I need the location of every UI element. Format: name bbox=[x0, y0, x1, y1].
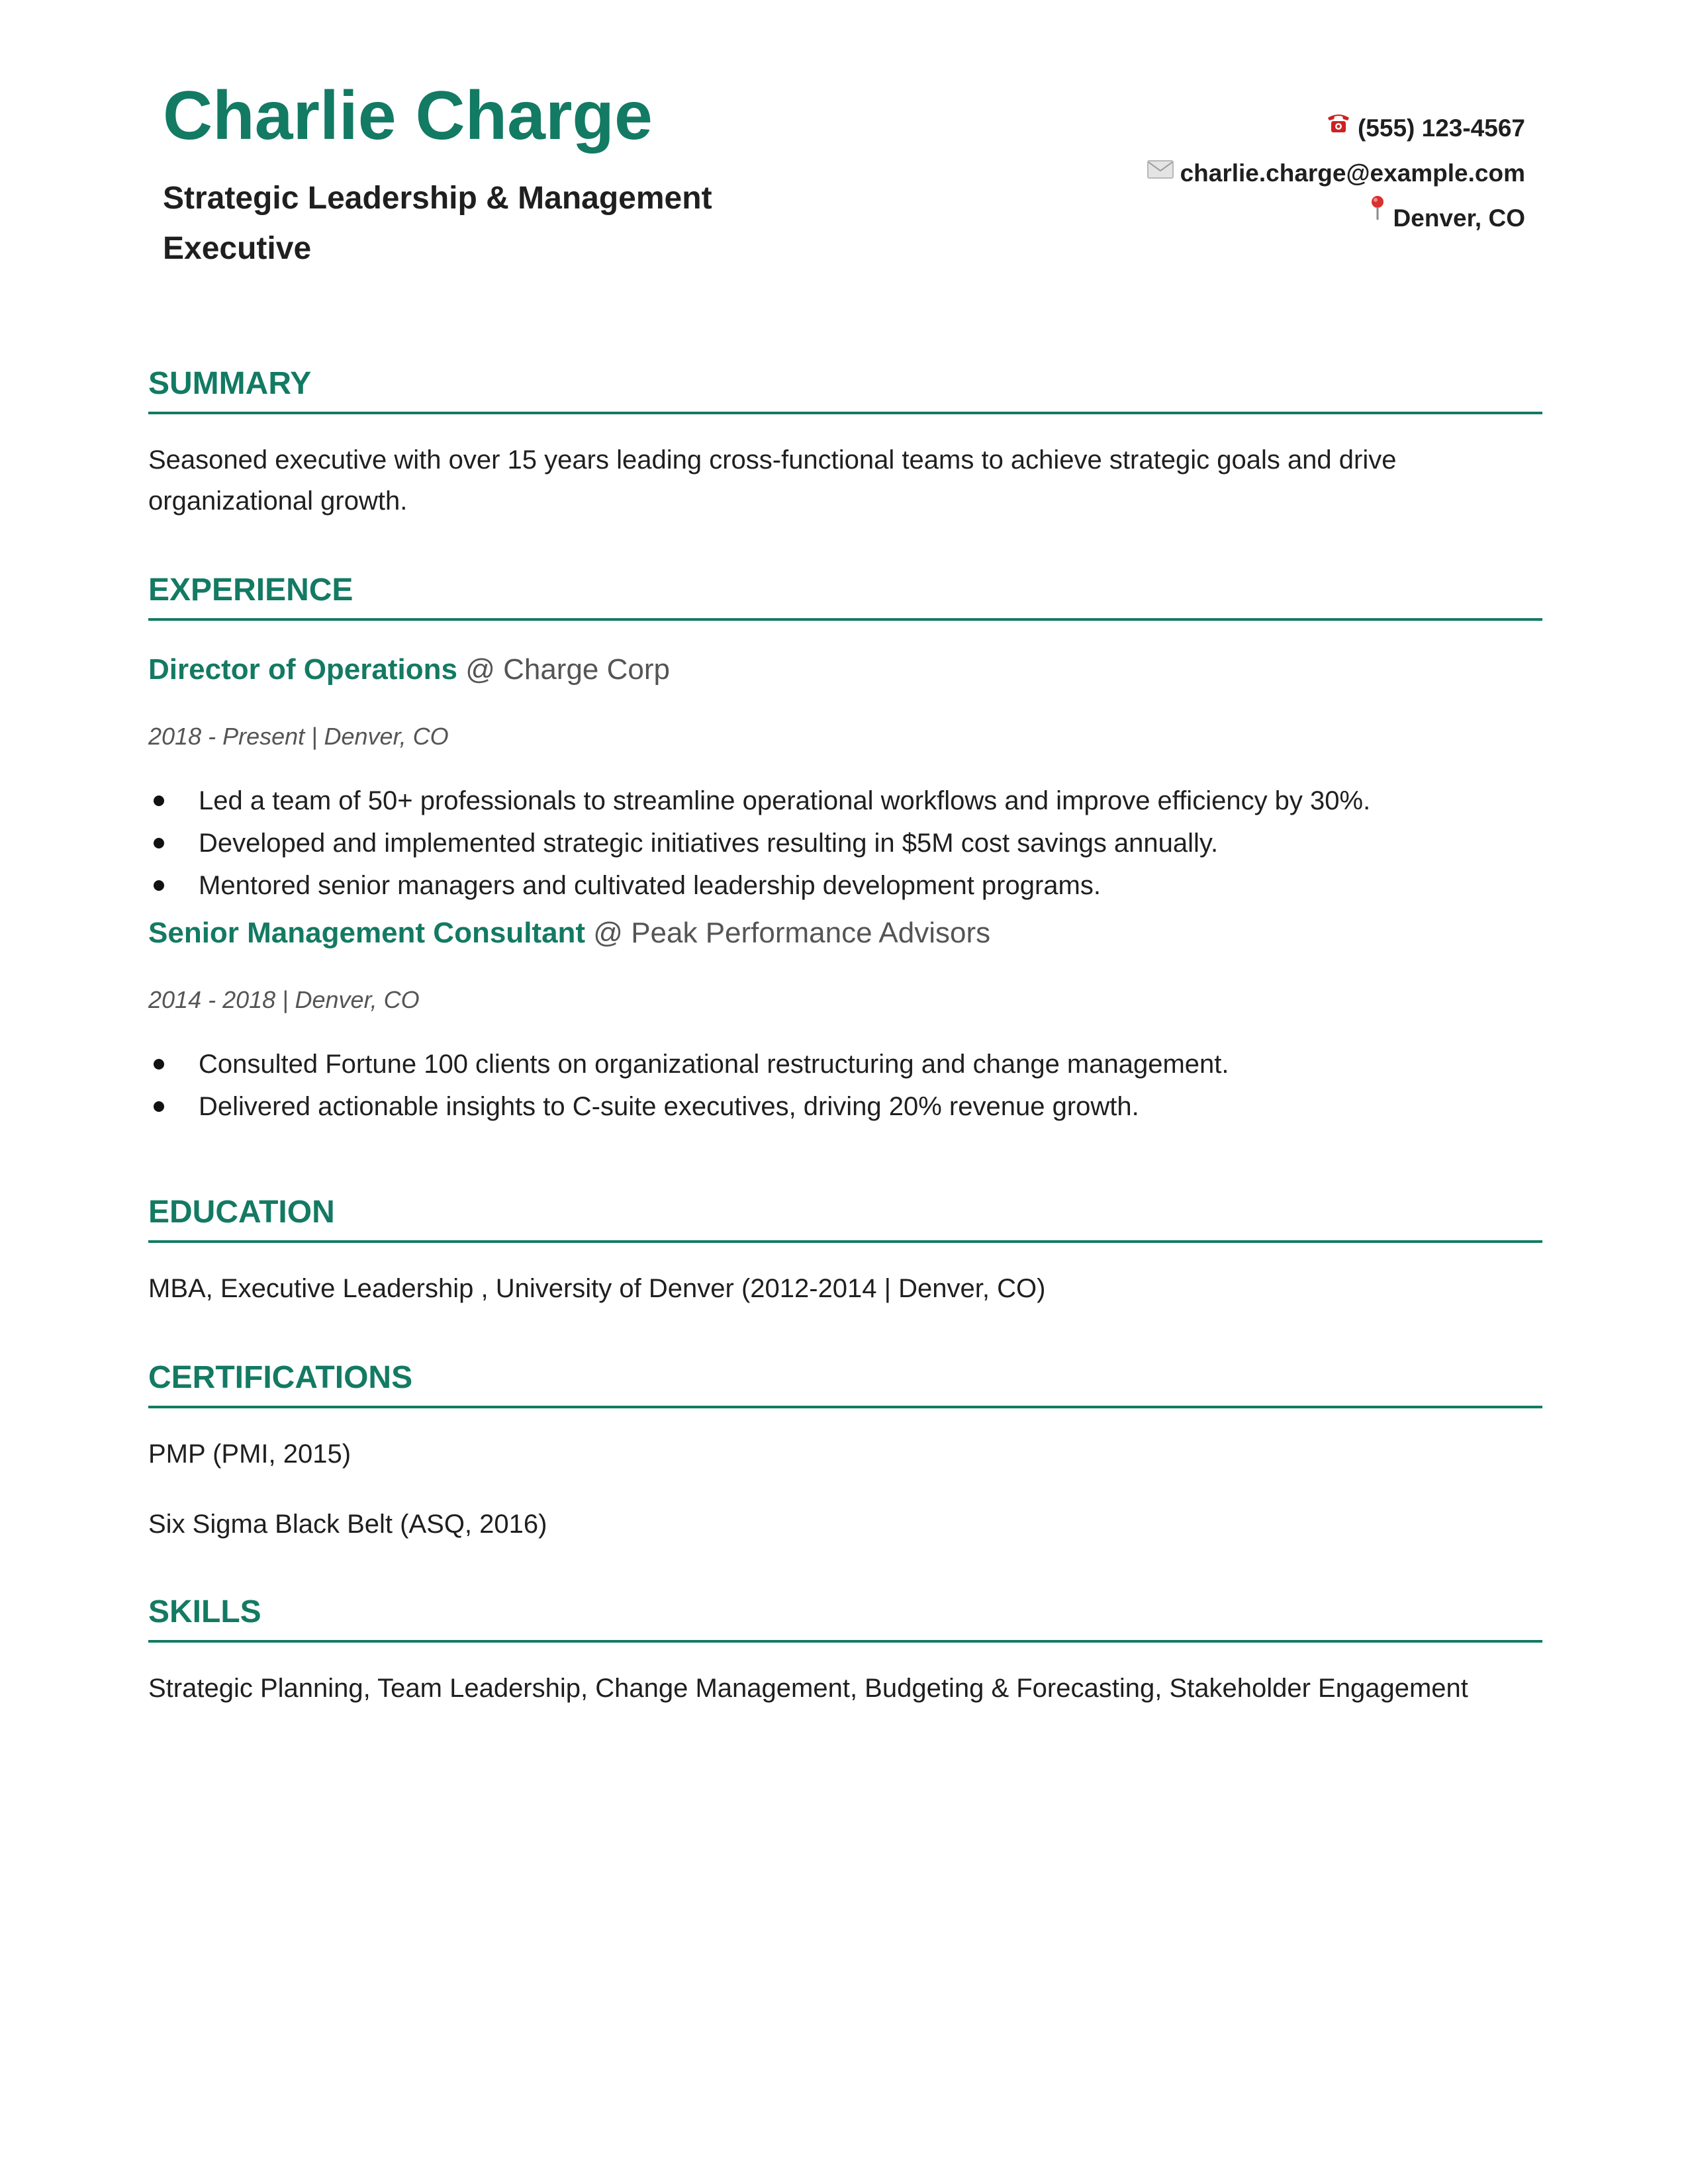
job-title: Director of Operations bbox=[148, 653, 457, 686]
list-item bbox=[148, 780, 1542, 822]
bullet-dot bbox=[154, 838, 164, 848]
bullet-dot bbox=[154, 880, 164, 891]
job-heading bbox=[148, 913, 1542, 953]
summary-line-1: Seasoned executive with over 15 years leading cross-functional teams to achieve strategic goals and drive bbox=[148, 445, 1397, 475]
certification-item: PMP (PMI, 2015) bbox=[148, 1439, 352, 1469]
list-item bbox=[148, 864, 1542, 907]
summary-section bbox=[148, 364, 1542, 522]
bullet-text: Consulted Fortune 100 clients on organizational restructuring and change management. bbox=[199, 1050, 1229, 1079]
contact-location bbox=[1147, 196, 1525, 241]
candidate-headline bbox=[163, 173, 759, 274]
email-address: charlie.charge@example.com bbox=[1180, 159, 1525, 187]
experience-section bbox=[148, 570, 1542, 1128]
list-item bbox=[148, 1043, 1542, 1085]
section-divider bbox=[148, 412, 1542, 414]
contact-phone bbox=[1147, 106, 1525, 151]
section-divider bbox=[148, 1640, 1542, 1643]
job-entry bbox=[148, 650, 1542, 907]
candidate-name: Charlie Charge bbox=[163, 77, 653, 154]
job-bullets bbox=[148, 1043, 1542, 1128]
job-meta: 2014 - 2018 | Denver, CO bbox=[148, 986, 420, 1013]
location-pin-icon bbox=[1368, 197, 1387, 242]
section-title-experience: EXPERIENCE bbox=[148, 572, 353, 608]
section-title-education: EDUCATION bbox=[148, 1195, 335, 1230]
job-meta: 2018 - Present | Denver, CO bbox=[148, 723, 449, 750]
bullet-text: Developed and implemented strategic initiatives resulting in $5M cost savings annually. bbox=[199, 829, 1219, 858]
job-bullets bbox=[148, 780, 1542, 907]
bullet-dot bbox=[154, 1101, 164, 1112]
summary-line-2: organizational growth. bbox=[148, 486, 408, 516]
bullet-text: Mentored senior managers and cultivated leadership development programs. bbox=[199, 871, 1101, 900]
mail-icon bbox=[1147, 152, 1174, 197]
job-entry bbox=[148, 913, 1542, 1128]
skills-section bbox=[148, 1592, 1542, 1709]
contact-email bbox=[1147, 151, 1525, 196]
phone-number: (555) 123-4567 bbox=[1357, 114, 1525, 142]
section-divider bbox=[148, 1240, 1542, 1243]
certification-item: Six Sigma Black Belt (ASQ, 2016) bbox=[148, 1510, 547, 1539]
bullet-text: Led a team of 50+ professionals to streamline operational workflows and improve efficiency by 30%. bbox=[199, 786, 1371, 815]
location-text: Denver, CO bbox=[1393, 205, 1525, 232]
section-title-certifications: CERTIFICATIONS bbox=[148, 1360, 413, 1395]
job-title: Senior Management Consultant bbox=[148, 917, 586, 949]
job-heading bbox=[148, 650, 1542, 690]
skills-list: Strategic Planning, Team Leadership, Change Management, Budgeting & Forecasting, Stakeholder Engagement bbox=[148, 1674, 1468, 1703]
section-title-skills: SKILLS bbox=[148, 1594, 261, 1629]
section-title-summary: SUMMARY bbox=[148, 366, 312, 401]
section-divider bbox=[148, 618, 1542, 621]
bullet-text: Delivered actionable insights to C-suite executives, driving 20% revenue growth. bbox=[199, 1092, 1139, 1121]
job-company: @ Charge Corp bbox=[457, 653, 670, 686]
headline-line-1: Strategic Leadership & Management bbox=[163, 181, 712, 216]
phone-icon bbox=[1326, 107, 1351, 152]
section-divider bbox=[148, 1406, 1542, 1408]
education-section bbox=[148, 1193, 1542, 1309]
bullet-dot bbox=[154, 1059, 164, 1069]
education-entry: MBA, Executive Leadership , University of Denver (2012-2014 | Denver, CO) bbox=[148, 1274, 1046, 1303]
job-company: @ Peak Performance Advisors bbox=[585, 917, 991, 949]
certifications-section bbox=[148, 1358, 1542, 1545]
list-item bbox=[148, 822, 1542, 864]
headline-line-2: Executive bbox=[163, 231, 312, 266]
bullet-dot bbox=[154, 796, 164, 806]
contact-block bbox=[1147, 106, 1525, 241]
list-item bbox=[148, 1085, 1542, 1128]
